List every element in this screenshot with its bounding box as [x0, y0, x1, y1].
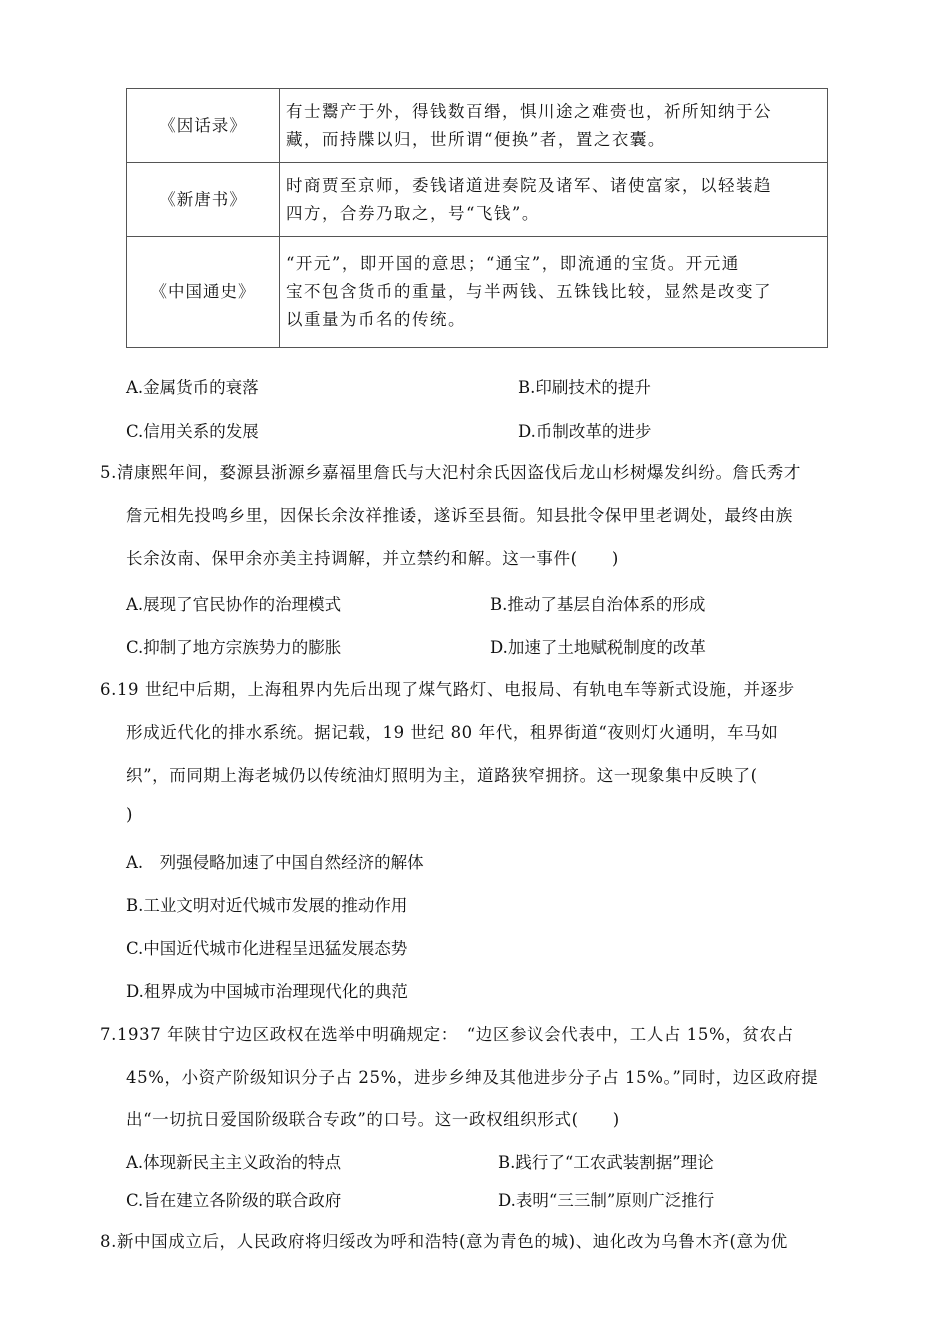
q4-option-b[interactable]: B.印刷技术的提升 — [518, 378, 651, 397]
q7-stem-line: 45%，小资产阶级知识分子占 25%，进步乡绅及其他进步分子占 15%。”同时，边区政府提 — [126, 1068, 819, 1087]
source-text-line: 宝不包含货币的重量，与半两钱、五铢钱比较，显然是改变了 — [286, 282, 772, 301]
source-text-line: 时商贾至京师，委钱诸道进奏院及诸军、诸使富家，以轻装趋 — [286, 175, 772, 195]
q5-stem-line: 长余汝南、保甲余亦美主持调解，并立禁约和解。这一事件( ) — [126, 549, 619, 568]
q4-option-d[interactable]: D.币制改革的进步 — [518, 422, 652, 441]
source-title: 《因话录》 — [127, 89, 280, 163]
q7-option-a[interactable]: A.体现新民主主义政治的特点 — [126, 1153, 342, 1172]
source-title: 《中国通史》 — [127, 237, 280, 348]
q5-option-c[interactable]: C.抑制了地方宗族势力的膨胀 — [126, 638, 342, 657]
table-row — [127, 163, 828, 237]
q7-option-b[interactable]: B.践行了“工农武装割据”理论 — [498, 1153, 714, 1172]
table-row — [127, 237, 828, 348]
q7-stem-line: 7.1937 年陕甘宁边区政权在选举中明确规定： “边区参议会代表中，工人占 15%，贫农占 — [100, 1025, 794, 1044]
q6-stem-line: 6.19 世纪中后期，上海租界内先后出现了煤气路灯、电报局、有轨电车等新式设施，并逐步 — [100, 680, 795, 699]
q6-stem-line: 织”，而同期上海老城仍以传统油灯照明为主，道路狭窄拥挤。这一现象集中反映了( — [126, 766, 758, 785]
q4-option-a[interactable]: A.金属货币的衰落 — [126, 378, 259, 397]
q6-option-a[interactable]: A. 列强侵略加速了中国自然经济的解体 — [126, 853, 424, 872]
source-text-line: 以重量为币名的传统。 — [286, 310, 466, 329]
q5-stem-line: 5.清康熙年间，婺源县浙源乡嘉福里詹氏与大汜村余氏因盗伐后龙山杉树爆发纠纷。詹氏秀才 — [100, 463, 801, 482]
source-text-line: 藏，而持牒以归，世所谓“便换”者，置之衣囊。 — [286, 129, 666, 149]
q8-stem-line: 8.新中国成立后，人民政府将归绥改为呼和浩特(意为青色的城)、迪化改为乌鲁木齐(意为优 — [100, 1232, 788, 1251]
q7-stem-line: 出“一切抗日爱国阶级联合专政”的口号。这一政权组织形式( ) — [126, 1110, 620, 1129]
q6-option-b[interactable]: B.工业文明对近代城市发展的推动作用 — [126, 896, 408, 915]
source-text — [280, 163, 828, 237]
q7-option-c[interactable]: C.旨在建立各阶级的联合政府 — [126, 1191, 342, 1210]
source-text — [280, 89, 828, 163]
q6-stem-line: 形成近代化的排水系统。据记载，19 世纪 80 年代，租界街道“夜则灯火通明，车马如 — [126, 723, 779, 742]
q5-option-d[interactable]: D.加速了土地赋税制度的改革 — [490, 638, 706, 657]
table-row — [127, 89, 828, 163]
q5-option-b[interactable]: B.推动了基层自治体系的形成 — [490, 595, 706, 614]
source-text-line: 四方，合券乃取之，号“飞钱”。 — [286, 203, 540, 223]
q6-stem-line: ) — [126, 805, 134, 824]
q5-stem-line: 詹元相先投鸣乡里，因保长余汝祥推诿，遂诉至县衙。知县批令保甲里老调处，最终由族 — [126, 506, 793, 525]
q6-option-d[interactable]: D.租界成为中国城市治理现代化的典范 — [126, 982, 408, 1001]
q4-option-c[interactable]: C.信用关系的发展 — [126, 422, 259, 441]
source-text — [280, 237, 828, 348]
source-title: 《新唐书》 — [127, 163, 280, 237]
source-text-line: 有士鬻产于外，得钱数百缗，惧川途之难赍也，祈所知纳于公 — [286, 101, 772, 121]
q5-option-a[interactable]: A.展现了官民协作的治理模式 — [126, 595, 342, 614]
q7-option-d[interactable]: D.表明“三三制”原则广泛推行 — [498, 1191, 715, 1210]
q6-option-c[interactable]: C.中国近代城市化进程呈迅猛发展态势 — [126, 939, 408, 958]
source-text-line: “开元”，即开国的意思；“通宝”，即流通的宝货。开元通 — [286, 254, 740, 273]
source-table — [126, 88, 828, 348]
